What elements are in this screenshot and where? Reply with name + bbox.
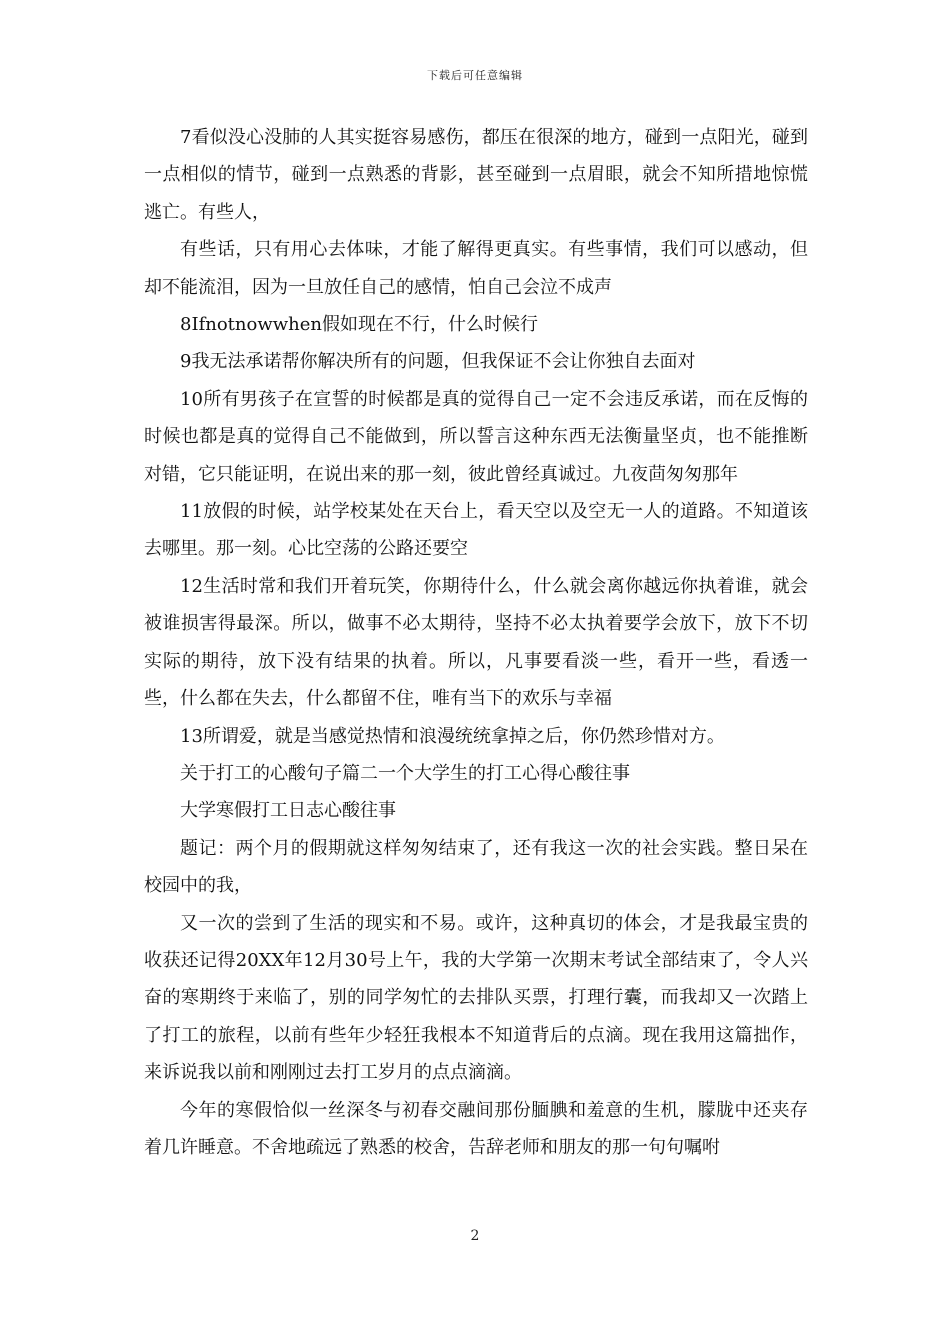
- paragraph-body-2: 今年的寒假恰似一丝深冬与初春交融间那份腼腆和羞意的生机，朦胧中还夹存着几许睡意。不舍地疏远了熟悉的校舍，告辞老师和朋友的那一句句嘱咐: [144, 1099, 808, 1158]
- paragraph-body-1: 又一次的尝到了生活的现实和不易。或许，这种真切的体会，才是我最宝贵的收获还记得20XX年12月30号上午，我的大学第一次期末考试全部结束了，令人兴奋的寒期终于来临了，别的同学匆忙的去排队买票，打理行囊，而我却又一次踏上了打工的旅程，以前有些年少轻狂我根本不知道背后的点滴。现在我用这篇拙作，来诉说我以前和刚刚过去打工岁月的点点滴滴。: [144, 912, 808, 1084]
- paragraph-13: 13所谓爱，就是当感觉热情和浪漫统统拿掉之后，你仍然珍惜对方。: [180, 725, 725, 747]
- section-heading: 关于打工的心酸句子篇二一个大学生的打工心得心酸往事: [180, 762, 630, 784]
- paragraph-10: 10所有男孩子在宣誓的时候都是真的觉得自己一定不会违反承诺，而在反悔的时候也都是真的觉得自己不能做到，所以誓言这种东西无法衡量坚贞，也不能推断对错，它只能证明，在说出来的那一刻，彼此曾经真诚过。九夜茴匆匆那年: [144, 388, 808, 485]
- paragraph-11: 11放假的时候，站学校某处在天台上，看天空以及空无一人的道路。不知道该去哪里。那一刻。心比空荡的公路还要空: [144, 501, 808, 560]
- document-body: [144, 119, 808, 1166]
- paragraph-continuation: 有些话，只有用心去体味，才能了解得更真实。有些事情，我们可以感动，但却不能流泪，因为一旦放任自己的感情，怕自己会泣不成声: [144, 239, 808, 298]
- paragraph-9: 9我无法承诺帮你解决所有的问题，但我保证不会让你独自去面对: [180, 351, 696, 373]
- article-title: 大学寒假打工日志心酸往事: [180, 800, 396, 822]
- page-header: 下载后可任意编辑: [427, 69, 523, 82]
- paragraph-12: 12生活时常和我们开着玩笑，你期待什么，什么就会离你越远你执着谁，就会被谁损害得最深。所以，做事不必太期待，坚持不必太执着要学会放下，放下不切实际的期待，放下没有结果的执着。所以，凡事要看淡一些，看开一些，看透一些，什么都在失去，什么都留不住，唯有当下的欢乐与幸福: [144, 575, 808, 710]
- paragraph-7: 7看似没心没肺的人其实挺容易感伤，都压在很深的地方，碰到一点阳光，碰到一点相似的情节，碰到一点熟悉的背影，甚至碰到一点眉眼，就会不知所措地惊慌逃亡。有些人，: [144, 127, 808, 223]
- paragraph-epigraph: 题记：两个月的假期就这样匆匆结束了，还有我这一次的社会实践。整日呆在校园中的我，: [144, 837, 808, 897]
- page-number: 2: [470, 1228, 480, 1244]
- paragraph-8: 8Ifnotnowwhen假如现在不行，什么时候行: [180, 314, 538, 336]
